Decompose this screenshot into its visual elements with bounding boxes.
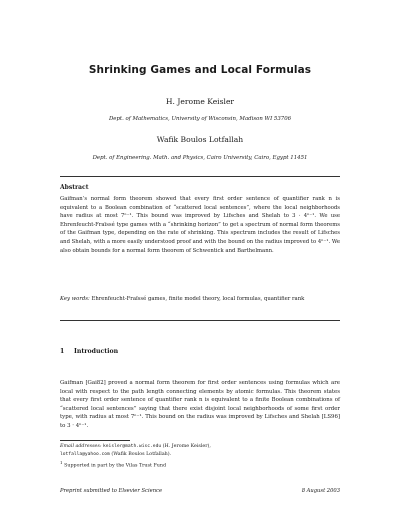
introduction-paragraph: Gaifman [Gai82] proved a normal form theorem for first order sentences using formulas which are local with respect to the path length connecting elements by atomic formulas. This theorem states that every first order sentence of quantifier rank n is equivalent to a finite Boolean combinations of “scattered local sentences” saying that there exist disjoint local neighborhoods of some first order type, with radius at most 7ⁿ⁻¹. This bound on the radius was improved by Lifsches and Shelah [LS96] to 3 · 4ⁿ⁻¹. [60, 380, 340, 429]
footnote-emails [60, 443, 340, 451]
footnotes [60, 443, 340, 471]
author-name: H. Jerome Keisler [165, 97, 235, 106]
footnote-rule [60, 440, 130, 441]
keywords-label: Key words: [60, 296, 90, 302]
author-affiliation: Dept. of Engineering. Math. and Physics, Cairo University, Cairo, Egypt 11451 [92, 155, 308, 161]
section-title: Introduction [74, 348, 119, 355]
footnote-1 [60, 459, 340, 471]
footer-preprint: Preprint submitted to Elsevier Science [60, 488, 163, 494]
footnote-text: Supported in part by the Vilas Trust Fund [64, 463, 167, 469]
footnote-emails-cont [60, 451, 340, 459]
email-link[interactable]: keisler@math.wisc.edu [103, 444, 162, 449]
email-link[interactable]: lotfalla@yahoo.com [60, 452, 110, 457]
email-owner: (Wafik Boulos Lotfallah). [111, 452, 172, 457]
abstract-text: Gaifman’s normal form theorem showed that every first order sentence of quantifier rank n is equivalent to a Boolean combination of “scattered local sentences”, where the local neighborhoods have radius at most 7ⁿ⁻¹. This bound was improved by Lifsches and Shelah to 3 · 4ⁿ⁻¹. We use Ehrenfeucht-Fraïssé type games with a “shrinking horizon” to get a spectrum of normal form theorems of the Gaifman type, depending on the rate of shrinking. This spectrum includes the result of Lifsches and Shelah, with a more easily understood proof and with the bound on the radius improved to 4ⁿ⁻¹. We also obtain bounds for a normal form theorem of Schwentick and Barthelmann. [60, 196, 340, 254]
author-affiliation: Dept. of Mathematics, University of Wisconsin, Madison WI 53706 [108, 116, 292, 122]
page-footer [60, 488, 340, 494]
author-name: Wafik Boulos Lotfallah [156, 135, 244, 144]
keywords-text: Ehrenfeucht-Fraïssé games, finite model theory, local formulas, quantifier rank [91, 296, 305, 302]
email-label: Email addresses: [60, 444, 102, 449]
abstract-heading: Abstract [60, 184, 89, 191]
section-number: 1 [60, 348, 65, 355]
abstract-bottom-rule [60, 320, 340, 321]
section-heading [60, 348, 118, 355]
keywords [60, 295, 340, 304]
footnote-mark: 1 [60, 460, 63, 465]
footer-date: 8 August 2003 [301, 488, 340, 494]
paper-title: Shrinking Games and Local Formulas [88, 64, 312, 76]
abstract-top-rule [60, 176, 340, 177]
email-owner: (H. Jerome Keisler), [162, 444, 211, 449]
